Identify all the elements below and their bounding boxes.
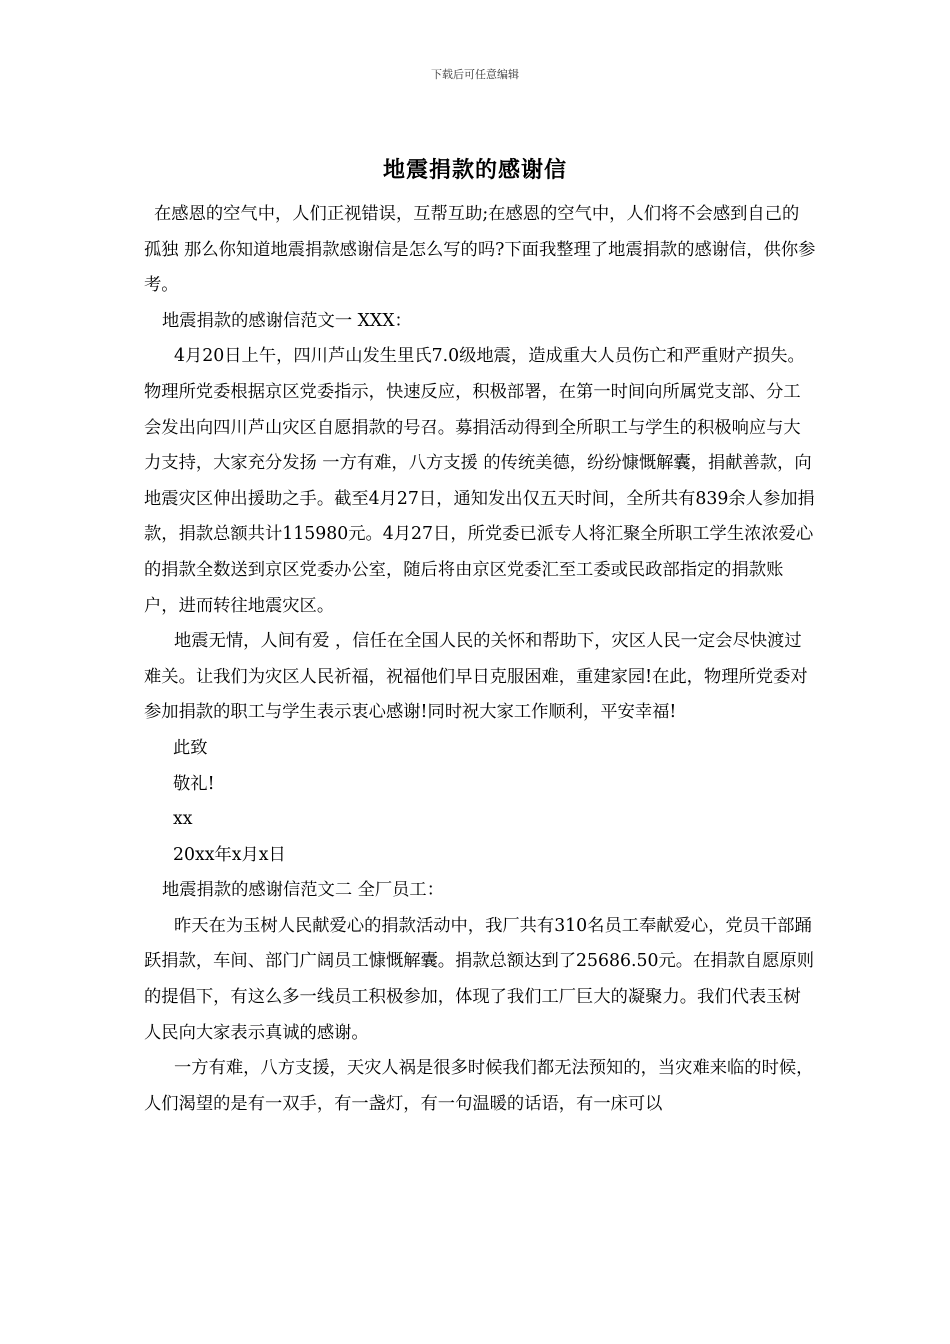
signature-line: xx — [173, 809, 193, 830]
salutation-line: 此致 — [173, 737, 208, 758]
date-line: 20xx年x月x日 — [173, 844, 286, 865]
sample-one-closing-paragraph: 地震无情，人间有爱 ，信任在全国人民的关怀和帮助下，灾区人民一定会尽快渡过难关。让我们为灾区人民祈福，祝福他们早日克服困难，重建家园!在此，物理所党委对参加捐款的职工与学生表示衷心感谢!同时祝大家工作顺利，平安幸福! — [144, 631, 808, 723]
regards-line: 敬礼! — [173, 773, 215, 794]
document-body — [144, 197, 816, 1122]
intro-paragraph: 在感恩的空气中，人们正视错误，互帮互助;在感恩的空气中，人们将不会感到自己的孤独 那么你知道地震捐款感谢信是怎么写的吗?下面我整理了地震捐款的感谢信，供你参考。 — [144, 204, 816, 296]
sample-two-closing-paragraph: 一方有难，八方支援，天灾人祸是很多时候我们都无法预知的，当灾难来临的时候，人们渴望的是有一双手，有一盏灯，有一句温暖的话语，有一床可以 — [144, 1058, 814, 1114]
page-header-note: 下载后可任意编辑 — [431, 68, 519, 81]
sample-one-heading: 地震捐款的感谢信范文一 XXX： — [162, 310, 412, 331]
document-title: 地震捐款的感谢信 — [382, 157, 567, 183]
sample-two-body-paragraph: 昨天在为玉树人民献爱心的捐款活动中，我厂共有310名员工奉献爱心，党员干部踊跃捐款，车间、部门广阔员工慷慨解囊。捐款总额达到了25686.50元。在捐款自愿原则的提倡下，有这么多一线员工积极参加，体现了我们工厂巨大的凝聚力。我们代表玉树人民向大家表示真诚的感谢。 — [144, 915, 815, 1043]
sample-two-heading: 地震捐款的感谢信范文二 全厂员工： — [162, 880, 444, 901]
sample-one-body-paragraph: 4月20日上午，四川芦山发生里氏7.0级地震，造成重大人员伤亡和严重财产损失。物理所党委根据京区党委指示，快速反应，积极部署，在第一时间向所属党支部、分工会发出向四川芦山灾区自愿捐款的号召。募捐活动得到全所职工与学生的积极响应与大力支持，大家充分发扬 一方有难，八方支援 的传统美德，纷纷慷慨解囊，捐献善款，向地震灾区伸出援助之手。截至4月27日，通知发出仅五天时间，全所共有839余人参加捐款，捐款总额共计115980元。4月27日，所党委已派专人将汇聚全所职工学生浓浓爱心的捐款全数送到京区党委办公室，随后将由京区党委汇至工委或民政部指定的捐款账户，进而转往地震灾区。 — [144, 346, 815, 616]
